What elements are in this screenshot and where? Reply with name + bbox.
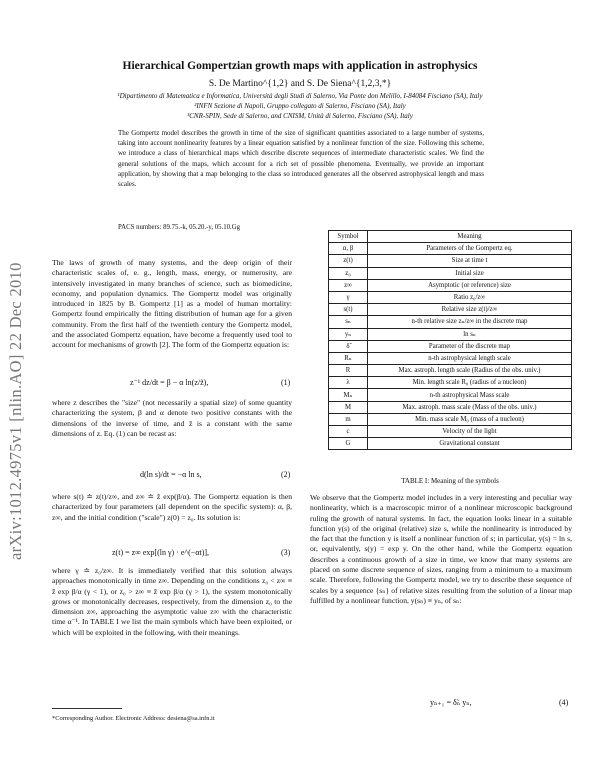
symbol-cell: M — [329, 401, 368, 413]
symbol-cell: γ — [329, 291, 368, 303]
meaning-cell: Min. mass scale M₀ (mass of a nucleon) — [368, 413, 572, 425]
meaning-cell: n-th astrophysical length scale — [368, 352, 572, 364]
equation-4-number: (4) — [559, 698, 569, 707]
equation-2: d(ln s)/dt = −α ln s, — [140, 470, 202, 479]
meaning-cell: Max. astroph. mass scale (Mass of the obs. univ.) — [368, 401, 572, 413]
symbol-cell: s(t) — [329, 304, 368, 316]
table-row — [329, 304, 572, 316]
affiliation-1: ¹Dipartimento di Matematica e Informatica, Università degli Studi di Salerno, Via Ponte don Melillo, I-84084 Fisciano (SA), Italy — [117, 92, 483, 100]
symbol-cell: α, β — [329, 243, 368, 255]
affiliation-2: ²INFN Sezione di Napoli, Gruppo collegato di Salerno, Fisciano (SA), Italy — [194, 102, 406, 110]
meaning-cell: Gravitational constant — [368, 438, 572, 450]
symbol-cell: R — [329, 365, 368, 377]
left-paragraph-2: where z describes the "size" (not necessarily a spatial size) of some quantity characterizing the system, β and α denote two positive constants with the dimensions of the inverse of time, and z̃ is a constant with the same dimensions of z. Eq. (1) can be recast as: — [52, 398, 292, 438]
affiliation-3: ³CNR-SPIN, Sede di Salerno, and CNISM, Unità di Salerno, Fisciano (SA), Italy — [187, 112, 413, 120]
meaning-cell: Asymptotic (or reference) size — [368, 279, 572, 291]
table-row — [329, 316, 572, 328]
meaning-cell: Relative size z(t)/z∞ — [368, 304, 572, 316]
symbol-cell: Rₙ — [329, 352, 368, 364]
equation-2-number: (2) — [281, 470, 291, 479]
footnote: *Corresponding Author. Electronic Address: desiena@sa.infn.it — [52, 715, 215, 722]
paper-title: Hierarchical Gompertzian growth maps with application in astrophysics — [122, 60, 478, 72]
symbol-cell: z∞ — [329, 279, 368, 291]
table-row — [329, 413, 572, 425]
symbol-cell: m — [329, 413, 368, 425]
abstract: The Gompertz model describes the growth in time of the size of significant quantities associated to a large number of systems, taking into account nonlinearity features by a linear equation satisfied by a nonlinear function of the size. Following this scheme, we introduce a class of hierarchical maps which describe discrete sequences of intermediate characteristic scales. We find the general solutions of the maps, which account for a rich set of possible phenomena. Eventually, we provide an important application, by showing that a map belonging to the class so introduced generates all the observed astrophysical length and mass scales. — [118, 129, 484, 189]
meaning-cell: Parameter of the discrete map — [368, 340, 572, 352]
meaning-cell: ln sₙ — [368, 328, 572, 340]
equation-3-number: (3) — [281, 548, 291, 557]
table-row — [329, 426, 572, 438]
left-paragraph-1: The laws of growth of many systems, and the deep origin of their characteristic scales of, e. g., length, mass, energy, or numerosity, are intensively investigated in many branches of science, such as biomedicine, economy, and population dynamics. The Gompertz model was originally introduced in 1825 by B. Gompertz [1] as a model of human mortality: Gompertz found empirically the fitting distribution of human age for a given community. From the first half of the twentieth century the Gompertz model, and the associated Gompertz equation, have become a frequently used tool to account for mechanisms of growth [2]. The form of the Gompertz equation is: — [52, 258, 292, 350]
table-row — [329, 291, 572, 303]
pacs-numbers: PACS numbers: 89.75.-k, 05.20.-y, 05.10.Gg — [118, 224, 241, 231]
table-row — [329, 352, 572, 364]
table-caption: TABLE I: Meaning of the symbols — [401, 477, 499, 485]
arxiv-watermark: arXiv:1012.4975v1 [nlin.AO] 22 Dec 2010 — [6, 262, 25, 560]
table-row — [329, 377, 572, 389]
meaning-cell: Min. length scale R₀ (radius of a nucleon) — [368, 377, 572, 389]
table-row — [329, 328, 572, 340]
symbol-cell: G — [329, 438, 368, 450]
symbol-cell: z(t) — [329, 255, 368, 267]
symbol-cell: Symbol — [329, 231, 368, 243]
meaning-cell: n-th astrophysical Mass scale — [368, 389, 572, 401]
table-row — [329, 401, 572, 413]
table-row — [329, 255, 572, 267]
equation-1: z⁻¹ dz/dt = β − α ln(z/z̃), — [130, 378, 209, 387]
table-row — [329, 438, 572, 450]
table-header-row — [329, 231, 572, 243]
meaning-cell: Parameters of the Gompertz eq. — [368, 243, 572, 255]
meaning-cell: n-th relative size zₙ/z∞ in the discrete map — [368, 316, 572, 328]
table-row — [329, 279, 572, 291]
left-paragraph-3: where s(t) ≐ z(t)/z∞, and z∞ ≐ z̃ exp(β/α). The Gompertz equation is then characterized by four parameters (all dependent on the specific system): α, β, z∞, and the initial condition ("scale") z(0) = z₀. Its solution is: — [52, 492, 292, 522]
equation-4: yₙ₊₁ = δ̃ₙ yₙ, — [430, 698, 472, 707]
meaning-cell: Ratio z₀/z∞ — [368, 291, 572, 303]
symbol-cell: sₙ — [329, 316, 368, 328]
meaning-cell: Size at time t — [368, 255, 572, 267]
meaning-cell: Max. astroph. length scale (Radius of the obs. univ.) — [368, 365, 572, 377]
authors: S. De Martino^{1,2} and S. De Siena^{1,2,3,*} — [208, 79, 392, 89]
symbol-cell: λ — [329, 377, 368, 389]
symbols-table — [328, 230, 572, 450]
table-row — [329, 389, 572, 401]
symbol-cell: yₙ — [329, 328, 368, 340]
symbol-cell: z₀ — [329, 267, 368, 279]
symbol-cell: Mₙ — [329, 389, 368, 401]
table-row — [329, 243, 572, 255]
symbol-cell: δ̃ — [329, 340, 368, 352]
table-row — [329, 340, 572, 352]
left-paragraph-4: where γ ≐ z₀/z∞. It is immediately verified that this solution always approaches monotonically in time z∞. Depending on the conditions z₀ < z∞ ≡ z̃ exp β/α (γ < 1), or z₀ > z∞ ≡ z̃ exp β/α (γ > 1), the system monotonically grows or monotonically decreases, respectively, from the dimension z₀ to the dimension z∞, approaching the asymptotic value z∞ with the characteristic time α⁻¹. In TABLE I we list the main symbols which have been exploited, or which will be exploited in the following, with their meanings. — [52, 566, 292, 637]
symbol-cell: c — [329, 426, 368, 438]
right-paragraph-1: We observe that the Gompertz model includes in a very interesting and peculiar way nonlinearity, which is a macroscopic mirror of a nonlinear microscopic background ruling the growth of natural systems. In fact, the equation looks linear in a suitable function y(s) of the original (relative) size s, while the nonlinearity is introduced by the fact that the function y is itself a nonlinear function of s; in particular, y(s) = ln s, or, equivalently, s(y) = exp y. On the other hand, while the Gompertz equation describes a continuous growth of a size in time, we know that many systems are placed on some discrete sequence of sizes, ranging from a minimum to a maximum scale. Therefore, following the Gompertz model, we try to describe these sequence of scales by a sequence {sₙ} of relative sizes resulting from the solution of a linear map fulfilled by a nonlinear function, y(sₙ) ≡ yₙ, of sₙ: — [310, 493, 572, 605]
meaning-cell: Initial size — [368, 267, 572, 279]
table-row — [329, 267, 572, 279]
footnote-rule — [52, 708, 122, 709]
meaning-cell: Velocity of the light — [368, 426, 572, 438]
equation-3: z(t) = z∞ exp[(ln γ) · e^(−αt)], — [112, 548, 210, 557]
meaning-cell: Meaning — [368, 231, 572, 243]
equation-1-number: (1) — [281, 378, 291, 387]
table-row — [329, 365, 572, 377]
